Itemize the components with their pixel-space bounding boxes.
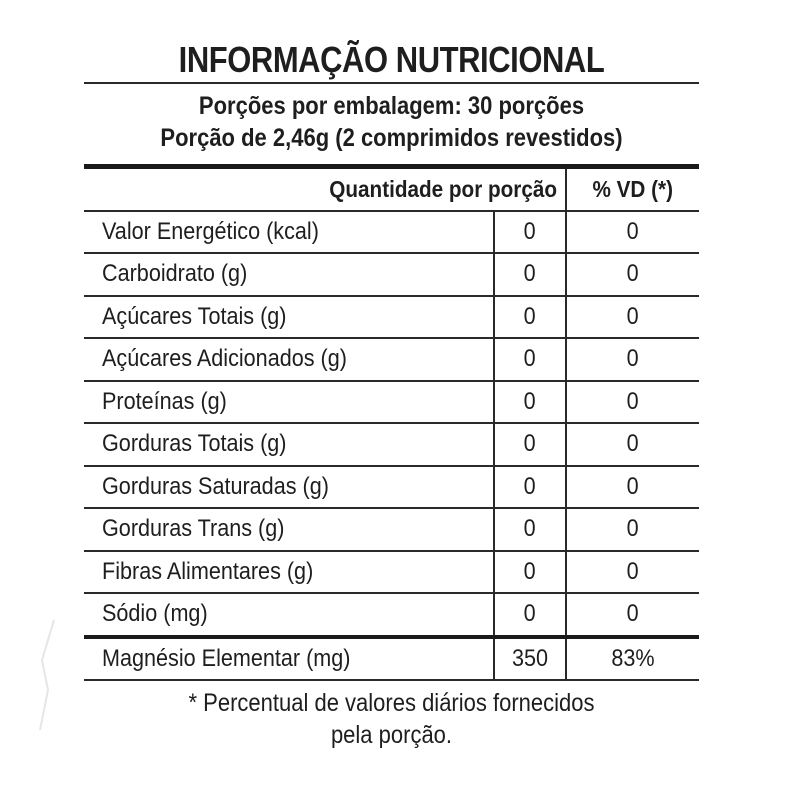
nutrient-daily-value: 0 bbox=[566, 211, 699, 254]
nutrient-name: Carboidrato (g) bbox=[84, 253, 494, 296]
nutrient-daily-value: 0 bbox=[566, 381, 699, 424]
serving-size: Porção de 2,46g (2 comprimidos revestidos) bbox=[160, 124, 623, 152]
table-row bbox=[84, 637, 699, 681]
serving-info bbox=[84, 84, 699, 164]
nutrient-quantity: 0 bbox=[494, 508, 566, 551]
nutrient-name: Açúcares Adicionados (g) bbox=[84, 338, 494, 381]
nutrient-name: Gorduras Trans (g) bbox=[84, 508, 494, 551]
nutrient-quantity: 0 bbox=[494, 253, 566, 296]
servings-per-package: Porções por embalagem: 30 porções bbox=[198, 92, 585, 120]
table-row bbox=[84, 338, 699, 381]
nutrient-daily-value: 0 bbox=[566, 466, 699, 509]
table-row bbox=[84, 508, 699, 551]
nutrition-facts-label bbox=[84, 38, 699, 751]
table-row bbox=[84, 253, 699, 296]
package-edge-decoration bbox=[38, 620, 68, 740]
table-row bbox=[84, 593, 699, 637]
table-row bbox=[84, 423, 699, 466]
nutrient-name: Açúcares Totais (g) bbox=[84, 296, 494, 339]
label-title: INFORMAÇÃO NUTRICIONAL bbox=[178, 39, 605, 80]
nutrient-name: Magnésio Elementar (mg) bbox=[84, 637, 494, 681]
table-row bbox=[84, 381, 699, 424]
nutrient-name: Valor Energético (kcal) bbox=[84, 211, 494, 254]
nutrient-daily-value: 0 bbox=[566, 508, 699, 551]
nutrient-daily-value: 0 bbox=[566, 338, 699, 381]
table-row bbox=[84, 551, 699, 594]
nutrient-name: Fibras Alimentares (g) bbox=[84, 551, 494, 594]
daily-value-header: % VD (*) bbox=[592, 175, 674, 202]
nutrition-table bbox=[84, 169, 699, 681]
nutrient-name: Gorduras Totais (g) bbox=[84, 423, 494, 466]
nutrient-daily-value: 83% bbox=[566, 637, 699, 681]
table-row bbox=[84, 211, 699, 254]
nutrient-quantity: 0 bbox=[494, 338, 566, 381]
nutrient-daily-value: 0 bbox=[566, 423, 699, 466]
nutrient-quantity: 0 bbox=[494, 466, 566, 509]
footnote-line-2: pela porção. bbox=[330, 721, 453, 749]
nutrient-daily-value: 0 bbox=[566, 253, 699, 296]
footnote bbox=[84, 681, 699, 751]
nutrient-daily-value: 0 bbox=[566, 296, 699, 339]
quantity-header: Quantidade por porção bbox=[84, 169, 566, 211]
footnote-line-1: * Percentual de valores diários fornecidos bbox=[188, 689, 595, 717]
table-header-row bbox=[84, 169, 699, 211]
nutrient-quantity: 0 bbox=[494, 593, 566, 637]
nutrient-quantity: 0 bbox=[494, 551, 566, 594]
nutrient-quantity: 0 bbox=[494, 381, 566, 424]
nutrient-name: Proteínas (g) bbox=[84, 381, 494, 424]
nutrient-quantity: 350 bbox=[494, 637, 566, 681]
nutrient-name: Gorduras Saturadas (g) bbox=[84, 466, 494, 509]
nutrient-quantity: 0 bbox=[494, 296, 566, 339]
table-row bbox=[84, 296, 699, 339]
nutrient-quantity: 0 bbox=[494, 211, 566, 254]
nutrient-daily-value: 0 bbox=[566, 551, 699, 594]
table-row bbox=[84, 466, 699, 509]
nutrient-daily-value: 0 bbox=[566, 593, 699, 637]
nutrient-name: Sódio (mg) bbox=[84, 593, 494, 637]
nutrient-quantity: 0 bbox=[494, 423, 566, 466]
